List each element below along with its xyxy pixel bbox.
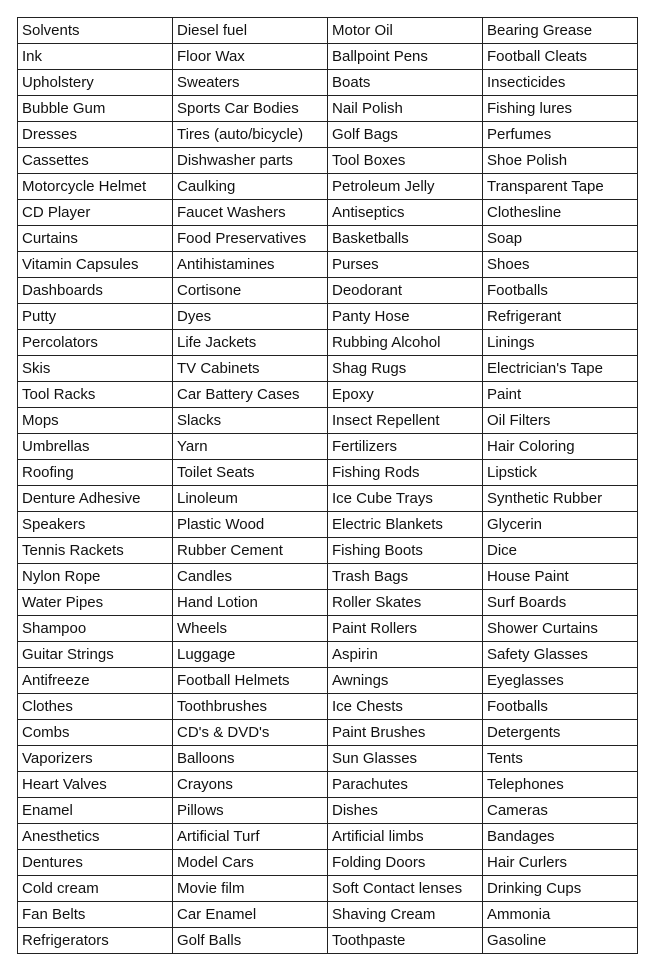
table-cell: Footballs bbox=[483, 694, 638, 720]
table-row bbox=[18, 486, 638, 512]
table-cell: Dyes bbox=[173, 304, 328, 330]
table-cell: Sports Car Bodies bbox=[173, 96, 328, 122]
table-cell: Pillows bbox=[173, 798, 328, 824]
table-cell: Eyeglasses bbox=[483, 668, 638, 694]
table-cell: Antiseptics bbox=[328, 200, 483, 226]
table-cell: Umbrellas bbox=[18, 434, 173, 460]
table-cell: Boats bbox=[328, 70, 483, 96]
table-cell: Hand Lotion bbox=[173, 590, 328, 616]
table-cell: Percolators bbox=[18, 330, 173, 356]
table-row bbox=[18, 720, 638, 746]
table-cell: Golf Balls bbox=[173, 928, 328, 954]
table-cell: Refrigerators bbox=[18, 928, 173, 954]
table-cell: Petroleum Jelly bbox=[328, 174, 483, 200]
table-row bbox=[18, 538, 638, 564]
table-cell: Bubble Gum bbox=[18, 96, 173, 122]
table-cell: Paint Rollers bbox=[328, 616, 483, 642]
petroleum-products-table bbox=[17, 17, 638, 954]
table-cell: Floor Wax bbox=[173, 44, 328, 70]
table-cell: Ballpoint Pens bbox=[328, 44, 483, 70]
table-cell: Tool Racks bbox=[18, 382, 173, 408]
table-cell: Fan Belts bbox=[18, 902, 173, 928]
table-cell: Water Pipes bbox=[18, 590, 173, 616]
table-cell: Vitamin Capsules bbox=[18, 252, 173, 278]
table-row bbox=[18, 304, 638, 330]
table-cell: Balloons bbox=[173, 746, 328, 772]
table-row bbox=[18, 928, 638, 954]
table-cell: Candles bbox=[173, 564, 328, 590]
table-cell: Sun Glasses bbox=[328, 746, 483, 772]
table-cell: Fertilizers bbox=[328, 434, 483, 460]
table-cell: Model Cars bbox=[173, 850, 328, 876]
table-cell: Bandages bbox=[483, 824, 638, 850]
table-row bbox=[18, 148, 638, 174]
table-cell: Electric Blankets bbox=[328, 512, 483, 538]
table-cell: Car Battery Cases bbox=[173, 382, 328, 408]
table-row bbox=[18, 122, 638, 148]
table-row bbox=[18, 902, 638, 928]
table-cell: Nylon Rope bbox=[18, 564, 173, 590]
table-cell: Yarn bbox=[173, 434, 328, 460]
table-row bbox=[18, 824, 638, 850]
table-cell: Dishes bbox=[328, 798, 483, 824]
table-cell: Electrician's Tape bbox=[483, 356, 638, 382]
table-row bbox=[18, 18, 638, 44]
table-cell: TV Cabinets bbox=[173, 356, 328, 382]
table-cell: Dishwasher parts bbox=[173, 148, 328, 174]
table-cell: Combs bbox=[18, 720, 173, 746]
table-cell: Refrigerant bbox=[483, 304, 638, 330]
table-row bbox=[18, 746, 638, 772]
table-cell: Ammonia bbox=[483, 902, 638, 928]
table-cell: Shoes bbox=[483, 252, 638, 278]
table-row bbox=[18, 174, 638, 200]
table-cell: Toothbrushes bbox=[173, 694, 328, 720]
table-cell: Ink bbox=[18, 44, 173, 70]
table-cell: Synthetic Rubber bbox=[483, 486, 638, 512]
table-cell: Dresses bbox=[18, 122, 173, 148]
table-row bbox=[18, 252, 638, 278]
table-cell: Paint bbox=[483, 382, 638, 408]
table-cell: Skis bbox=[18, 356, 173, 382]
table-cell: Tool Boxes bbox=[328, 148, 483, 174]
table-cell: Solvents bbox=[18, 18, 173, 44]
table-cell: Dice bbox=[483, 538, 638, 564]
table-cell: Drinking Cups bbox=[483, 876, 638, 902]
table-cell: Football Helmets bbox=[173, 668, 328, 694]
table-cell: Dentures bbox=[18, 850, 173, 876]
table-row bbox=[18, 850, 638, 876]
table-cell: Panty Hose bbox=[328, 304, 483, 330]
table-cell: Toothpaste bbox=[328, 928, 483, 954]
table-cell: Cold cream bbox=[18, 876, 173, 902]
table-row bbox=[18, 694, 638, 720]
table-cell: Dashboards bbox=[18, 278, 173, 304]
table-cell: Trash Bags bbox=[328, 564, 483, 590]
table-cell: Luggage bbox=[173, 642, 328, 668]
table-cell: Faucet Washers bbox=[173, 200, 328, 226]
table-cell: Clothes bbox=[18, 694, 173, 720]
table-cell: Tennis Rackets bbox=[18, 538, 173, 564]
table-cell: Insecticides bbox=[483, 70, 638, 96]
table-cell: Epoxy bbox=[328, 382, 483, 408]
table-cell: Upholstery bbox=[18, 70, 173, 96]
table-cell: Artificial Turf bbox=[173, 824, 328, 850]
table-row bbox=[18, 564, 638, 590]
table-row bbox=[18, 876, 638, 902]
table-cell: Roofing bbox=[18, 460, 173, 486]
table-cell: Lipstick bbox=[483, 460, 638, 486]
table-cell: Golf Bags bbox=[328, 122, 483, 148]
table-cell: Artificial limbs bbox=[328, 824, 483, 850]
table-row bbox=[18, 278, 638, 304]
table-cell: Shaving Cream bbox=[328, 902, 483, 928]
table-cell: Roller Skates bbox=[328, 590, 483, 616]
table-cell: Crayons bbox=[173, 772, 328, 798]
table-cell: Shower Curtains bbox=[483, 616, 638, 642]
table-row bbox=[18, 512, 638, 538]
table-cell: Nail Polish bbox=[328, 96, 483, 122]
table-row bbox=[18, 70, 638, 96]
table-cell: House Paint bbox=[483, 564, 638, 590]
table-cell: Soap bbox=[483, 226, 638, 252]
table-cell: Folding Doors bbox=[328, 850, 483, 876]
table-cell: Safety Glasses bbox=[483, 642, 638, 668]
table-cell: Fishing lures bbox=[483, 96, 638, 122]
table-cell: Linoleum bbox=[173, 486, 328, 512]
table-cell: Tents bbox=[483, 746, 638, 772]
table-row bbox=[18, 330, 638, 356]
table-cell: Aspirin bbox=[328, 642, 483, 668]
table-cell: Sweaters bbox=[173, 70, 328, 96]
table-cell: Fishing Boots bbox=[328, 538, 483, 564]
table-cell: Heart Valves bbox=[18, 772, 173, 798]
table-cell: Curtains bbox=[18, 226, 173, 252]
table-cell: Insect Repellent bbox=[328, 408, 483, 434]
table-body bbox=[18, 18, 638, 954]
table-cell: Ice Chests bbox=[328, 694, 483, 720]
table-row bbox=[18, 642, 638, 668]
table-cell: Cameras bbox=[483, 798, 638, 824]
table-cell: Enamel bbox=[18, 798, 173, 824]
table-cell: Parachutes bbox=[328, 772, 483, 798]
table-cell: Wheels bbox=[173, 616, 328, 642]
table-cell: Speakers bbox=[18, 512, 173, 538]
table-cell: Antifreeze bbox=[18, 668, 173, 694]
table-cell: Shampoo bbox=[18, 616, 173, 642]
table-row bbox=[18, 356, 638, 382]
table-row bbox=[18, 382, 638, 408]
table-cell: Gasoline bbox=[483, 928, 638, 954]
table-row bbox=[18, 798, 638, 824]
table-cell: Fishing Rods bbox=[328, 460, 483, 486]
table-row bbox=[18, 434, 638, 460]
table-row bbox=[18, 460, 638, 486]
table-cell: Cortisone bbox=[173, 278, 328, 304]
table-cell: Surf Boards bbox=[483, 590, 638, 616]
table-row bbox=[18, 590, 638, 616]
table-cell: Ice Cube Trays bbox=[328, 486, 483, 512]
table-row bbox=[18, 96, 638, 122]
table-cell: Life Jackets bbox=[173, 330, 328, 356]
table-cell: Awnings bbox=[328, 668, 483, 694]
table-cell: Clothesline bbox=[483, 200, 638, 226]
table-row bbox=[18, 44, 638, 70]
table-row bbox=[18, 668, 638, 694]
table-cell: Purses bbox=[328, 252, 483, 278]
table-row bbox=[18, 200, 638, 226]
table-cell: Linings bbox=[483, 330, 638, 356]
table-cell: Transparent Tape bbox=[483, 174, 638, 200]
table-cell: CD's & DVD's bbox=[173, 720, 328, 746]
table-cell: Paint Brushes bbox=[328, 720, 483, 746]
table-cell: Plastic Wood bbox=[173, 512, 328, 538]
table-cell: Vaporizers bbox=[18, 746, 173, 772]
table-cell: Glycerin bbox=[483, 512, 638, 538]
table-cell: Deodorant bbox=[328, 278, 483, 304]
table-row bbox=[18, 226, 638, 252]
table-cell: Mops bbox=[18, 408, 173, 434]
table-cell: Hair Curlers bbox=[483, 850, 638, 876]
table-cell: Car Enamel bbox=[173, 902, 328, 928]
table-row bbox=[18, 772, 638, 798]
table-row bbox=[18, 408, 638, 434]
table-cell: Diesel fuel bbox=[173, 18, 328, 44]
table-cell: Motor Oil bbox=[328, 18, 483, 44]
table-cell: Putty bbox=[18, 304, 173, 330]
table-cell: Basketballs bbox=[328, 226, 483, 252]
table-cell: Tires (auto/bicycle) bbox=[173, 122, 328, 148]
table-cell: Slacks bbox=[173, 408, 328, 434]
table-cell: Guitar Strings bbox=[18, 642, 173, 668]
table-cell: Perfumes bbox=[483, 122, 638, 148]
table-cell: Food Preservatives bbox=[173, 226, 328, 252]
table-cell: Denture Adhesive bbox=[18, 486, 173, 512]
products-table-container bbox=[17, 17, 638, 954]
table-row bbox=[18, 616, 638, 642]
table-cell: Caulking bbox=[173, 174, 328, 200]
table-cell: Shag Rugs bbox=[328, 356, 483, 382]
table-cell: Bearing Grease bbox=[483, 18, 638, 44]
table-cell: Movie film bbox=[173, 876, 328, 902]
table-cell: Shoe Polish bbox=[483, 148, 638, 174]
table-cell: Motorcycle Helmet bbox=[18, 174, 173, 200]
table-cell: Anesthetics bbox=[18, 824, 173, 850]
table-cell: CD Player bbox=[18, 200, 173, 226]
table-cell: Footballs bbox=[483, 278, 638, 304]
table-cell: Rubbing Alcohol bbox=[328, 330, 483, 356]
table-cell: Rubber Cement bbox=[173, 538, 328, 564]
table-cell: Antihistamines bbox=[173, 252, 328, 278]
table-cell: Football Cleats bbox=[483, 44, 638, 70]
table-cell: Oil Filters bbox=[483, 408, 638, 434]
table-cell: Telephones bbox=[483, 772, 638, 798]
table-cell: Toilet Seats bbox=[173, 460, 328, 486]
table-cell: Soft Contact lenses bbox=[328, 876, 483, 902]
table-cell: Hair Coloring bbox=[483, 434, 638, 460]
table-cell: Cassettes bbox=[18, 148, 173, 174]
table-cell: Detergents bbox=[483, 720, 638, 746]
